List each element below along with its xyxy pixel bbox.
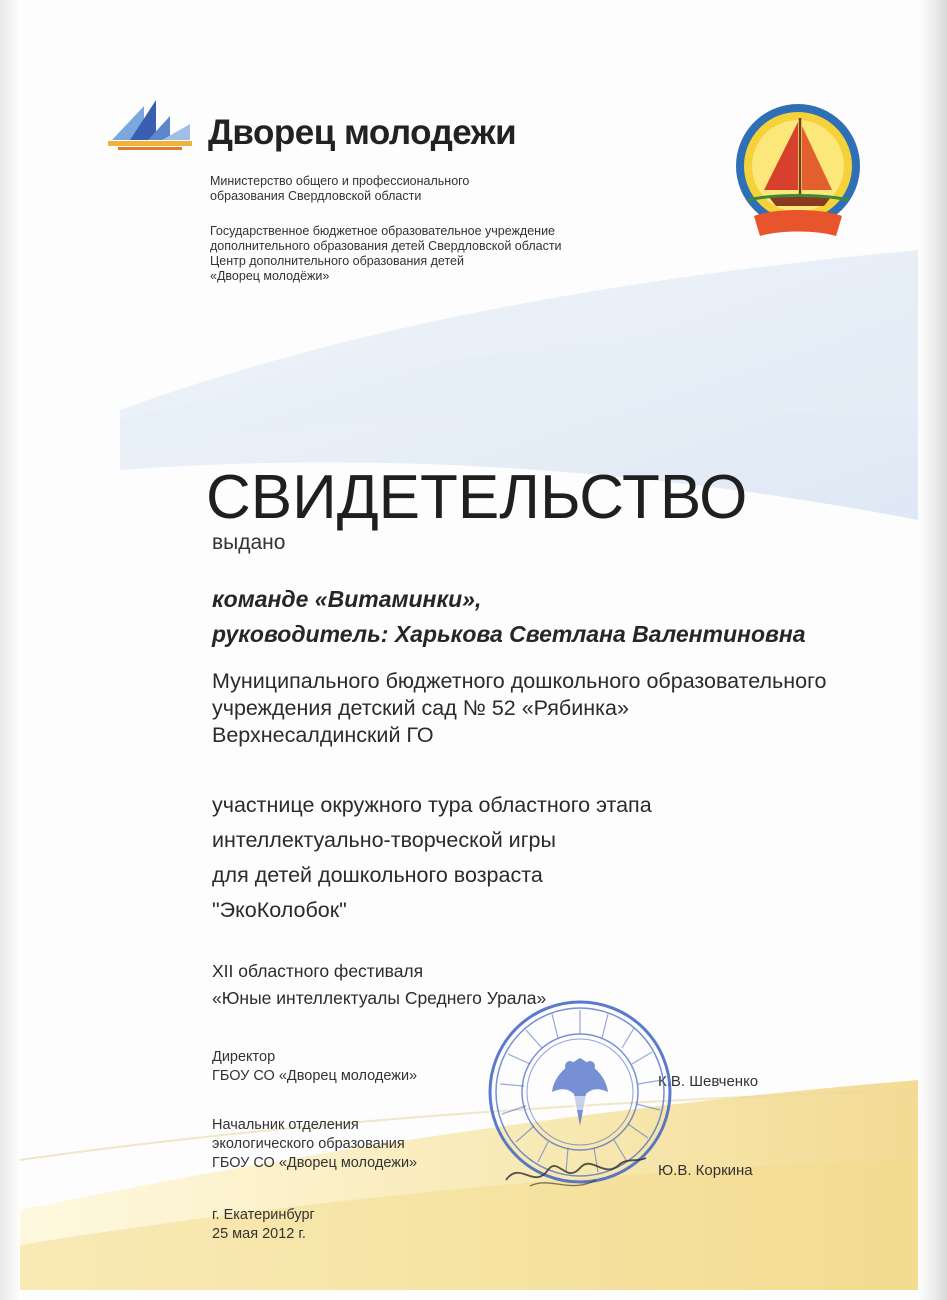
institution-text [210,224,562,284]
ministry-line: Министерство общего и профессионального [210,174,470,188]
festival-sailboat-emblem-icon [734,104,862,244]
event-line: для детей дошкольного возраста [212,863,543,887]
recipient-line: команде «Витаминки», [212,586,482,612]
ministry-text [210,174,469,204]
head-name: Ю.В. Коркина [658,1162,753,1179]
event-line: "ЭкоКолобок" [212,898,347,922]
head-title-line: ГБОУ СО «Дворец молодежи» [212,1155,418,1171]
certificate-title: СВИДЕТЕЛЬСТВО [206,463,748,532]
recipient-line: руководитель: Харькова Светлана Валентиновна [212,621,806,647]
festival-line: XII областного фестиваля [212,961,424,981]
event-line: участнице окружного тура областного этапа [212,793,652,817]
recipient-institution-line: Верхнесалдинский ГО [212,723,434,747]
institution-line: «Дворец молодёжи» [210,269,330,283]
institution-line: Государственное бюджетное образовательное учреждение [210,224,556,238]
recipient-institution [212,668,826,749]
head-title-line: экологического образования [212,1136,405,1152]
org-name: Дворец молодежи [208,113,517,152]
palace-of-youth-logo-icon [104,98,194,154]
head-title-line: Начальник отделения [212,1117,359,1133]
issue-date: 25 мая 2012 г. [212,1226,306,1242]
festival-line: «Юные интеллектуалы Среднего Урала» [212,988,547,1008]
place-and-date [212,1206,315,1244]
recipient-block [212,582,806,652]
handwritten-signature-icon [500,1140,650,1200]
institution-line: Центр дополнительного образования детей [210,254,464,268]
head-title [212,1116,417,1173]
ministry-line: образования Свердловской области [210,189,422,203]
recipient-institution-line: учреждения детский сад № 52 «Рябинка» [212,696,629,720]
event-description [212,788,652,928]
director-name: К.В. Шевченко [658,1073,759,1090]
city: г. Екатеринбург [212,1207,315,1223]
recipient-institution-line: Муниципального бюджетного дошкольного образовательного [212,669,827,693]
director-title [212,1048,417,1086]
event-line: интеллектуально-творческой игры [212,828,556,852]
institution-line: дополнительного образования детей Свердловской области [210,239,562,253]
director-title-line: ГБОУ СО «Дворец молодежи» [212,1068,418,1084]
issued-label: выдано [212,531,286,554]
director-title-line: Директор [212,1049,276,1065]
